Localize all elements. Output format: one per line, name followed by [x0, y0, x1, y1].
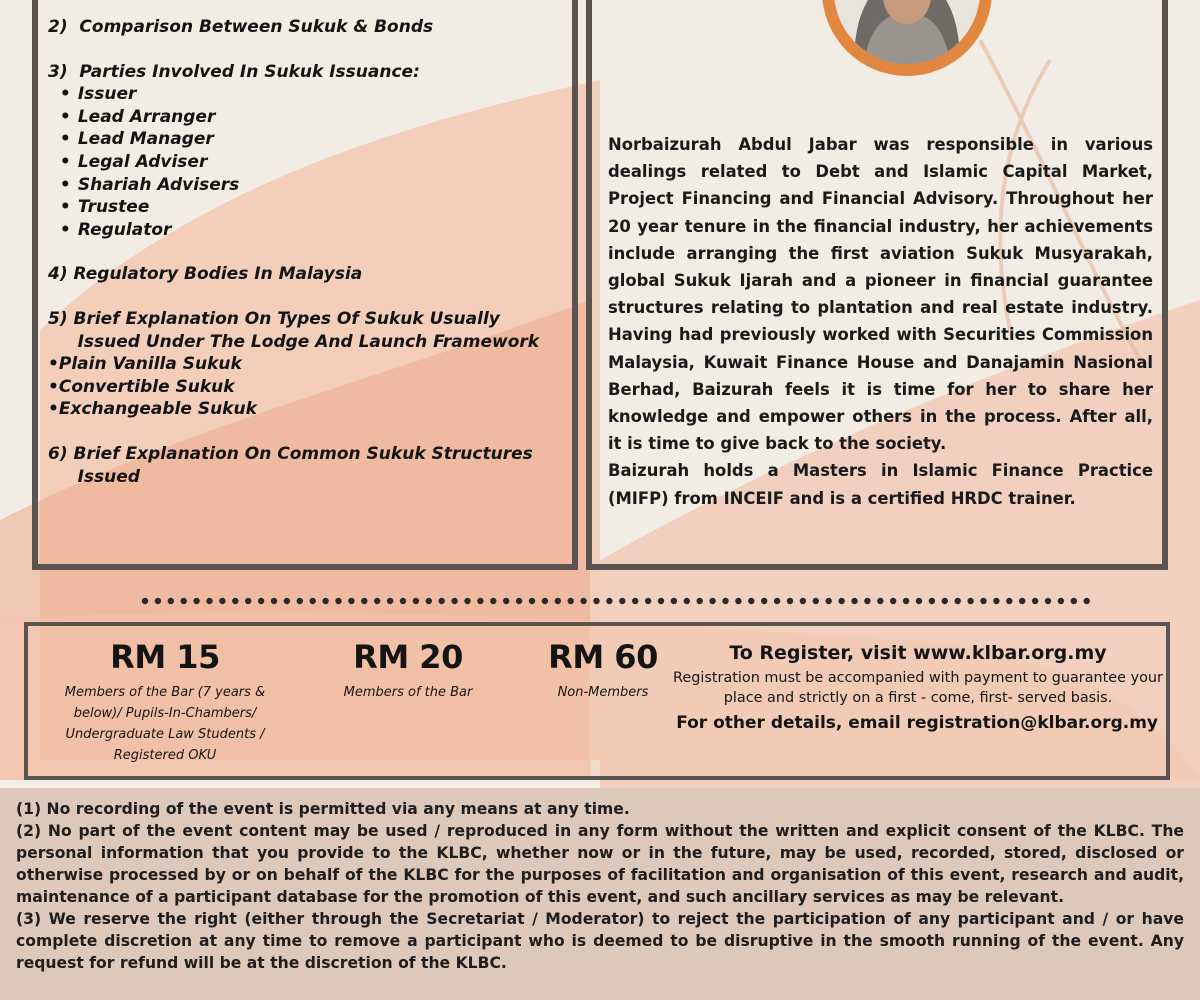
- price-description: Non-Members: [557, 685, 649, 700]
- list-item: • Shariah Advisers: [48, 174, 240, 195]
- price-amount: RM 20: [353, 638, 463, 676]
- price-amount: RM 15: [110, 638, 220, 676]
- bio-paragraph: Norbaizurah Abdul Jabar was responsible in various dealings related to Debt and Islamic Capital Market, Project Financing and Financial Advisory. Throughout her 20 year tenure in the financial industry, her achievements include arranging the first aviation Sukuk Musyarakah, global Sukuk Ijarah and a pioneer in financial guarantee structures relating to plantation and real estate industry. Having had previously worked with Securities Commission Malaysia, Kuwait Finance House and Danajamin Nasional Berhad, Baizurah feels it is time for her to share her knowledge and empower others in the process. After all, it is time to give back to the society.: [608, 135, 1153, 454]
- terms-item: (1) No recording of the event is permitted via any means at any time.: [16, 800, 630, 818]
- topic-heading: 6) Brief Explanation On Common Sukuk Structures Issued: [48, 443, 533, 487]
- register-note: Registration must be accompanied with payment to guarantee your place and strictly on a first - come, first- served basis.: [673, 670, 1163, 706]
- topic-3: [48, 61, 568, 242]
- price-description: Members of the Bar (7 years & below)/ Pupils-In-Chambers/ Undergraduate Law Students / Registered OKU: [64, 685, 266, 763]
- topic-list: [48, 16, 568, 510]
- topic-5: [48, 308, 568, 421]
- topic-2: [48, 16, 568, 39]
- list-item: •Exchangeable Sukuk: [48, 399, 257, 420]
- list-item: • Lead Manager: [48, 129, 214, 150]
- speaker-photo: [822, 0, 992, 76]
- topic-6: [48, 443, 568, 488]
- parties-list: [48, 83, 568, 241]
- list-item: • Issuer: [48, 84, 137, 105]
- list-item: •Convertible Sukuk: [48, 376, 235, 397]
- speaker-box: [586, 0, 1168, 570]
- price-tier: [293, 636, 523, 703]
- topic-heading: 4) Regulatory Bodies In Malaysia: [48, 264, 363, 285]
- topic-4: [48, 263, 568, 286]
- list-item: • Lead Arranger: [48, 106, 216, 127]
- list-item: • Legal Adviser: [48, 151, 208, 172]
- topics-box: [32, 0, 578, 570]
- price-description: Members of the Bar: [343, 685, 473, 700]
- register-email[interactable]: For other details, email registration@klbar.org.my: [676, 713, 1158, 733]
- pricing-box: [24, 622, 1170, 780]
- price-amount: RM 60: [548, 638, 658, 676]
- registration-info: [668, 640, 1168, 736]
- terms-item: (3) We reserve the right (either through the Secretariat / Moderator) to reject the participation of any participant and / or have complete discretion at any time to remove a participant who is deemed to be disruptive in the smooth running of the event. Any request for refund will be at the discretion of the KLBC.: [16, 910, 1184, 972]
- register-link[interactable]: To Register, visit www.klbar.org.my: [729, 642, 1107, 664]
- bio-paragraph: Baizurah holds a Masters in Islamic Finance Practice (MIFP) from INCEIF and is a certified HRDC trainer.: [608, 461, 1153, 508]
- terms-section: [0, 788, 1200, 1000]
- topic-heading: 5) Brief Explanation On Types Of Sukuk Usually Issued Under The Lodge And Launch Framework: [48, 308, 540, 352]
- dotted-divider: [140, 594, 1090, 608]
- topic-heading: 3) Parties Involved In Sukuk Issuance:: [48, 61, 420, 82]
- terms-item: (2) No part of the event content may be used / reproduced in any form without the written and explicit consent of the KLBC. The personal information that you provide to the KLBC, whether now or in the future, may be used, recorded, stored, disclosed or otherwise processed by or on behalf of the KLBC for the purposes of facilitation and organisation of this event, research and audit, maintenance of a participant database for the promotion of this event, and such ancillary services as may be relevant.: [16, 822, 1184, 906]
- sukuk-types-list: [48, 353, 568, 421]
- list-item: • Regulator: [48, 219, 172, 240]
- list-item: • Trustee: [48, 197, 150, 218]
- price-tier: [40, 636, 290, 766]
- list-item: •Plain Vanilla Sukuk: [48, 354, 242, 375]
- speaker-bio: [608, 131, 1153, 512]
- topic-heading: 2) Comparison Between Sukuk & Bonds: [48, 17, 434, 37]
